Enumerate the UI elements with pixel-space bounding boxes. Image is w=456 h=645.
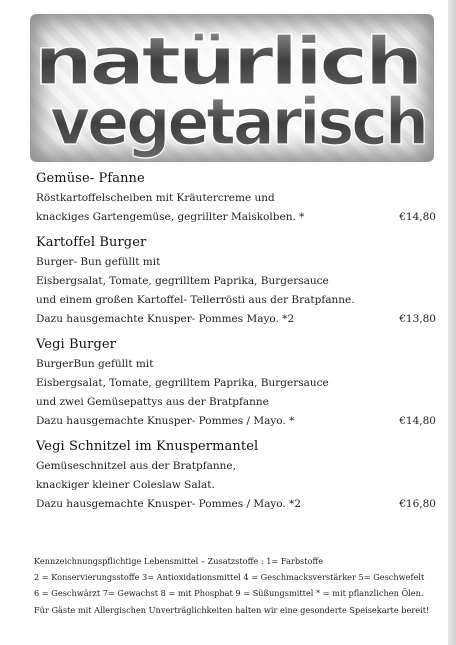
dish-description: Dazu hausgemachte Knusper- Pommes / Mayo. * xyxy=(36,415,295,427)
legend-line: 6 = Geschwärzt 7= Gewachst 8 = mit Phosphat 9 = Süßungsmittel * = mit pflanzlichen Ölen. xyxy=(34,588,424,599)
dish-description: Eisbergsalat, Tomate, gegrilltem Paprika, Burgersauce xyxy=(36,377,329,389)
dish-description-line xyxy=(36,412,440,431)
dish-description: Eisbergsalat, Tomate, gegrilltem Paprika, Burgersauce xyxy=(36,275,329,287)
allergy-notice: Für Gäste mit Allergischen Unverträglichkeiten halten wir eine gesonderte Speisekarte bereit! xyxy=(34,604,430,615)
dish-description-line xyxy=(36,355,440,374)
dish-price: €16,80 xyxy=(399,498,436,510)
menu-item xyxy=(36,169,440,227)
dish-description-line xyxy=(36,476,440,495)
dish-description-line xyxy=(36,208,440,227)
dish-description: und einem großen Kartoffel- Tellerrösti aus der Bratpfanne. xyxy=(36,294,355,306)
dish-title: Vegi Schnitzel im Knuspermantel xyxy=(36,439,259,454)
dish-description-line xyxy=(36,457,440,476)
dish-description-line xyxy=(36,253,440,272)
dish-description: Burger- Bun gefüllt mit xyxy=(36,256,161,268)
menu-item xyxy=(36,233,440,329)
dish-title: Kartoffel Burger xyxy=(36,235,147,250)
menu-list xyxy=(36,169,440,514)
dish-description-line xyxy=(36,272,440,291)
dish-price: €14,80 xyxy=(399,415,436,427)
header-banner xyxy=(30,14,434,162)
dish-title: Vegi Burger xyxy=(36,337,116,352)
dish-description-line xyxy=(36,310,440,329)
logo-graphic xyxy=(30,14,434,162)
logo-line1: natürlich xyxy=(34,23,420,100)
dish-description: Röstkartoffelscheiben mit Kräutercreme und xyxy=(36,192,275,204)
dish-description-line xyxy=(36,291,440,310)
additives-legend xyxy=(34,553,444,618)
dish-description: und zwei Gemüsepattys aus der Bratpfanne xyxy=(36,396,269,408)
legend-line: Kennzeichnungspflichtige Lebensmittel – Zusatzstoffe : 1= Farbstoffe xyxy=(34,556,324,566)
dish-description-line xyxy=(36,393,440,412)
dish-description-line xyxy=(36,189,440,208)
dish-description-line xyxy=(36,374,440,393)
dish-description: Gemüseschnitzel aus der Bratpfanne, xyxy=(36,460,236,472)
dish-description: knackiges Gartengemüse, gegrillter Maiskolben. * xyxy=(36,211,305,223)
logo-line2: vegetarisch xyxy=(50,86,426,160)
dish-description-line xyxy=(36,495,440,514)
dish-price: €14,80 xyxy=(399,211,436,223)
menu-item xyxy=(36,437,440,514)
dish-description: BurgerBun gefüllt mit xyxy=(36,358,154,370)
menu-item xyxy=(36,335,440,431)
dish-price: €13,80 xyxy=(399,313,436,325)
dish-description: Dazu hausgemachte Knusper- Pommes / Mayo. *2 xyxy=(36,498,302,510)
legend-line: 2 = Konservierungsstoffe 3= Antioxidationsmittel 4 = Geschmacksverstärker 5= Geschwefelt xyxy=(34,572,425,583)
dish-description: Dazu hausgemachte Knusper- Pommes Mayo. *2 xyxy=(36,313,295,325)
dish-description: knackiger kleiner Coleslaw Salat. xyxy=(36,479,215,491)
dish-title: Gemüse- Pfanne xyxy=(36,171,145,186)
